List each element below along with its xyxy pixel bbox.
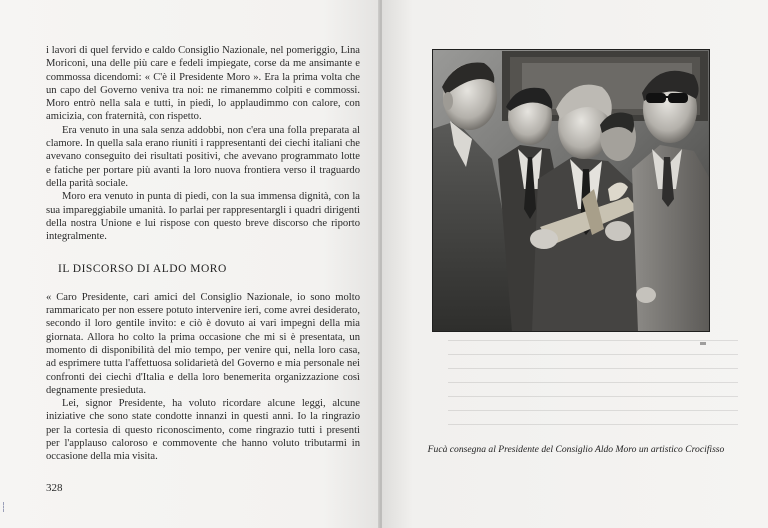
speech-paragraph-2: Lei, signor Presidente, ha voluto ricordare alcune leggi, alcune iniziative che sono state condotte innanzi in questi anni. Io la ringrazio per la cortesia di questo riconoscimento, come ringrazio tutti i presenti per l'applauso caloroso e commovente che hanno voluto tributarmi in occasione della mia visita. bbox=[46, 398, 360, 463]
left-page bbox=[0, 0, 380, 528]
photo-caption: Fucà consegna al Presidente del Consiglio Aldo Moro un artistico Crocifisso bbox=[427, 444, 725, 455]
speech-paragraph-1: « Caro Presidente, cari amici del Consiglio Nazionale, io sono molto rammaricato per non essere potuto intervenire ieri, come avrei desiderato, secondo il loro gentile invito: e ciò è dovuto ai vari impegni della mia giornata. Allora ho colto la prima occasione che mi si è presentata, un momento di disponibilità del mio tempo, per venire qui, nella loro casa, ad esprimere tutta l'affettuosa solidarietà del Governo e mia personale nei confronti dei ciechi d'Italia e della loro benemerita organizzazione così degnamente presieduta. bbox=[46, 291, 360, 396]
paragraph-1: i lavori di quel fervido e caldo Consiglio Nazionale, nel pomeriggio, Lina Moriconi, una delle più care e fedeli impiegate, corse da me ansimante e commossa dicendomi: « C'è il Presidente Moro ». Era la prima volta che un capo del Governo veniva tra noi: ne rimanemmo colpiti e commossi. Moro entrò nella sala e tutti, in piedi, lo applaudimmo con calore, con amicizia, con fraternità, con rispetto. bbox=[46, 45, 360, 123]
paragraph-3: Moro era venuto in punta di piedi, con la sua immensa dignità, con la sua impareggiabile umanità. Io parlai per rappresentargli i quadri dirigenti della nostra Unione e lui rispose con questo breve discorso che riporto integralmente. bbox=[46, 191, 360, 243]
show-through-text bbox=[448, 340, 738, 440]
section-heading: IL DISCORSO DI ALDO MORO bbox=[58, 263, 227, 276]
paragraph-2: Era venuto in una sala senza addobbi, non c'era una folla preparata al clamore. In quella sala erano riuniti i rappresentanti dei ciechi italiani che avevano conseguito dei risultati positivi, che avevano programmato lotte e fatiche per portare più avanti la loro nuova frontiera verso il traguardo della parità sociale. bbox=[46, 124, 360, 189]
photograph bbox=[432, 49, 710, 332]
page-number: 328 bbox=[46, 482, 63, 494]
left-text-block bbox=[46, 44, 360, 464]
margin-mark bbox=[3, 502, 7, 512]
